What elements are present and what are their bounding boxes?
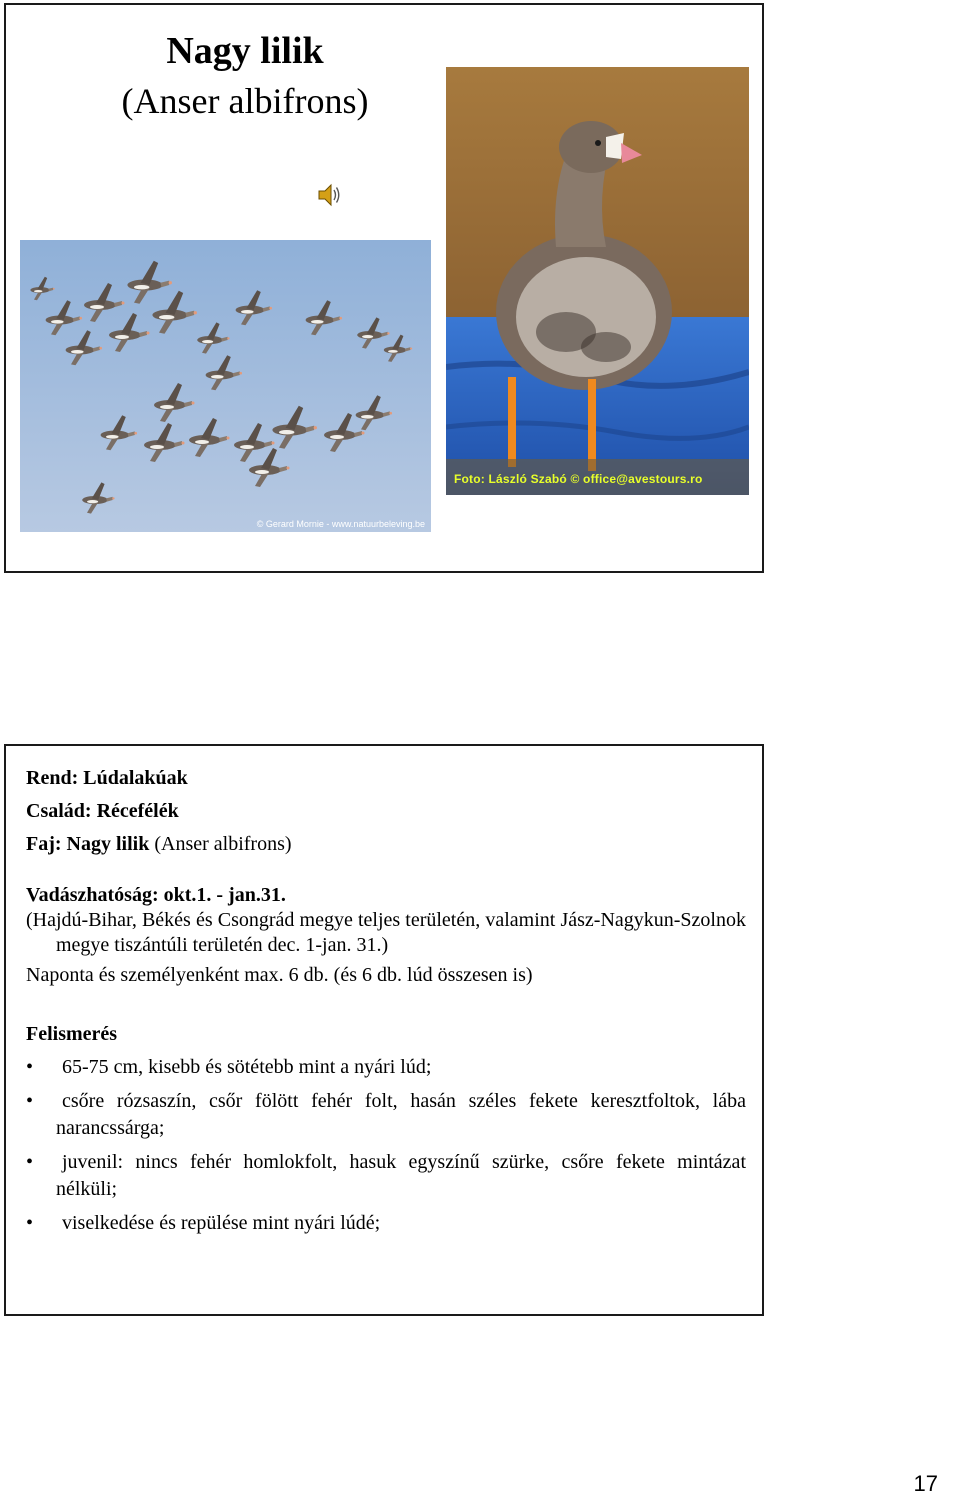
list-item: • csőre rózsaszín, csőr fölött fehér folt, hasán széles fekete keresztfoltok, lába narancssárga; — [26, 1090, 746, 1139]
vadaszhatosag-detail: (Hajdú-Bihar, Békés és Csongrád megye teljes területén, valamint Jász-Nagykun-Szolnok megye tiszántúli területén dec. 1-jan. 31.) — [26, 909, 746, 956]
goose-photo-credit: Foto: László Szabó © office@avestours.ro — [454, 472, 703, 486]
list-item: • juvenil: nincs fehér homlokfolt, hasuk egyszínű szürke, csőre fekete mintázat nélküli; — [26, 1151, 746, 1200]
faj-line: Faj: Nagy lilik (Anser albifrons) — [26, 833, 292, 855]
page-number: 17 — [913, 1471, 938, 1496]
list-item: • viselkedése és repülése mint nyári lúdé; — [26, 1212, 381, 1234]
title-latin: (Anser albifrons) — [121, 81, 369, 121]
felismeres-heading: Felismerés — [26, 1023, 118, 1045]
speaker-icon[interactable] — [316, 181, 344, 209]
flock-photo-credit: © Gerard Mornie - www.natuurbeleving.be — [256, 519, 425, 529]
csalad-line: Család: Récefélék — [26, 800, 179, 822]
goose-photo — [446, 67, 749, 495]
slide-2 — [4, 744, 764, 1316]
slide-title — [6, 5, 484, 125]
naponta-line: Naponta és személyenként max. 6 db. (és 6 db. lúd összesen is) — [26, 964, 533, 986]
slide-1 — [4, 3, 764, 573]
list-item: • 65-75 cm, kisebb és sötétebb mint a nyári lúd; — [26, 1056, 432, 1078]
felismeres-list — [26, 1054, 746, 1237]
title-main: Nagy lilik — [166, 30, 324, 72]
rend-line: Rend: Lúdalakúak — [26, 767, 188, 789]
vadaszhatosag-line: Vadászhatóság: okt.1. - jan.31. — [26, 884, 286, 906]
slide-2-content — [26, 762, 746, 1244]
flock-photo — [20, 240, 431, 532]
